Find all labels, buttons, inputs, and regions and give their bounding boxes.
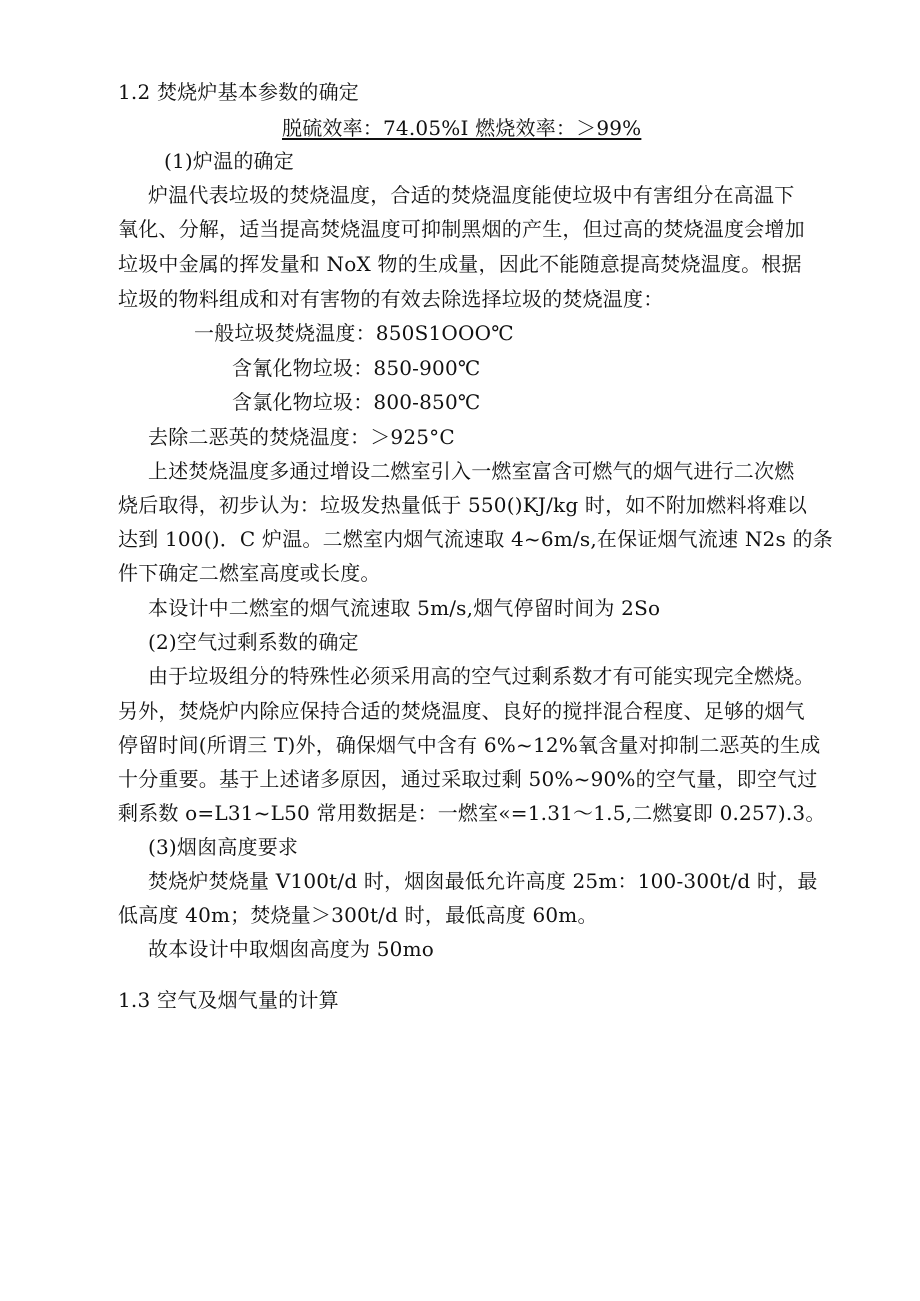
paragraph-4-line-5: 剩系数 o=L31~L50 常用数据是：一燃室«=1.31～1.5,二燃宴即 0.257).3。	[118, 801, 826, 825]
section-1-3-title: 1.3 空气及烟气量的计算	[118, 988, 339, 1012]
paragraph-6: 故本设计中取烟囱高度为 50mo	[148, 937, 435, 961]
subsection-2-title: (2)空气过剩系数的确定	[148, 630, 359, 654]
paragraph-1-line-3: 垃圾中金属的挥发量和 NoX 物的生成量，因此不能随意提高焚烧温度。根据	[118, 252, 802, 276]
paragraph-4-line-4: 十分重要。基于上述诸多原因，通过采取过剩 50%~90%的空气量，即空气过	[118, 767, 818, 791]
section-1-2-title: 1.2 焚烧炉基本参数的确定	[118, 80, 359, 104]
paragraph-4-line-3: 停留时间(所谓三 T)外，确保烟气中含有 6%~12%氧含量对抑制二恶英的生成	[118, 733, 821, 757]
subsection-1-title: (1)炉温的确定	[164, 149, 294, 173]
paragraph-2-line-1: 上述焚烧温度多通过增设二燃室引入一燃室富含可燃气的烟气进行二次燃	[148, 459, 795, 483]
paragraph-1-line-2: 氧化、分解，适当提高焚烧温度可抑制黑烟的产生，但过高的焚烧温度会增加	[118, 217, 805, 241]
temp-chloride-waste: 含氯化物垃圾：800-850℃	[232, 390, 481, 414]
paragraph-1-line-4: 垃圾的物料组成和对有害物的有效去除选择垃圾的焚烧温度：	[118, 287, 664, 311]
paragraph-2-line-4: 件下确定二燃室高度或长度。	[118, 561, 381, 585]
paragraph-4-line-2: 另外，焚烧炉内除应保持合适的焚烧温度、良好的搅拌混合程度、足够的烟气	[118, 699, 805, 723]
paragraph-4-line-1: 由于垃圾组分的特殊性必须采用高的空气过剩系数才有可能实现完全燃烧。	[148, 664, 815, 688]
paragraph-5-line-2: 低高度 40m；焚烧量＞300t/d 时，最低高度 60m。	[118, 903, 598, 927]
subsection-3-title: (3)烟囱高度要求	[148, 835, 299, 859]
paragraph-1-line-1: 炉温代表垃圾的焚烧温度，合适的焚烧温度能使垃圾中有害组分在高温下	[148, 183, 795, 207]
temp-general-waste: 一般垃圾焚烧温度：850S1OOO℃	[194, 321, 514, 345]
paragraph-2-line-2: 烧后取得，初步认为：垃圾发热量低于 550()KJ/kg 时，如不附加燃料将难以	[118, 493, 808, 517]
paragraph-2-line-3: 达到 100()．C 炉温。二燃室内烟气流速取 4~6m∕s,在保证烟气流速 N2s 的条	[118, 527, 833, 551]
temp-cyanide-waste: 含氰化物垃圾：850-900℃	[232, 356, 481, 380]
paragraph-3: 本设计中二燃室的烟气流速取 5m∕s,烟气停留时间为 2So	[148, 596, 661, 620]
paragraph-5-line-1: 焚烧炉焚烧量 V100t/d 时，烟囱最低允许高度 25m：100-300t/d 时，最	[148, 869, 818, 893]
efficiency-line: 脱硫效率：74.05%I 燃烧效率：＞99%	[282, 116, 642, 140]
temp-dioxin-removal: 去除二恶英的焚烧温度：＞925°C	[148, 425, 455, 449]
